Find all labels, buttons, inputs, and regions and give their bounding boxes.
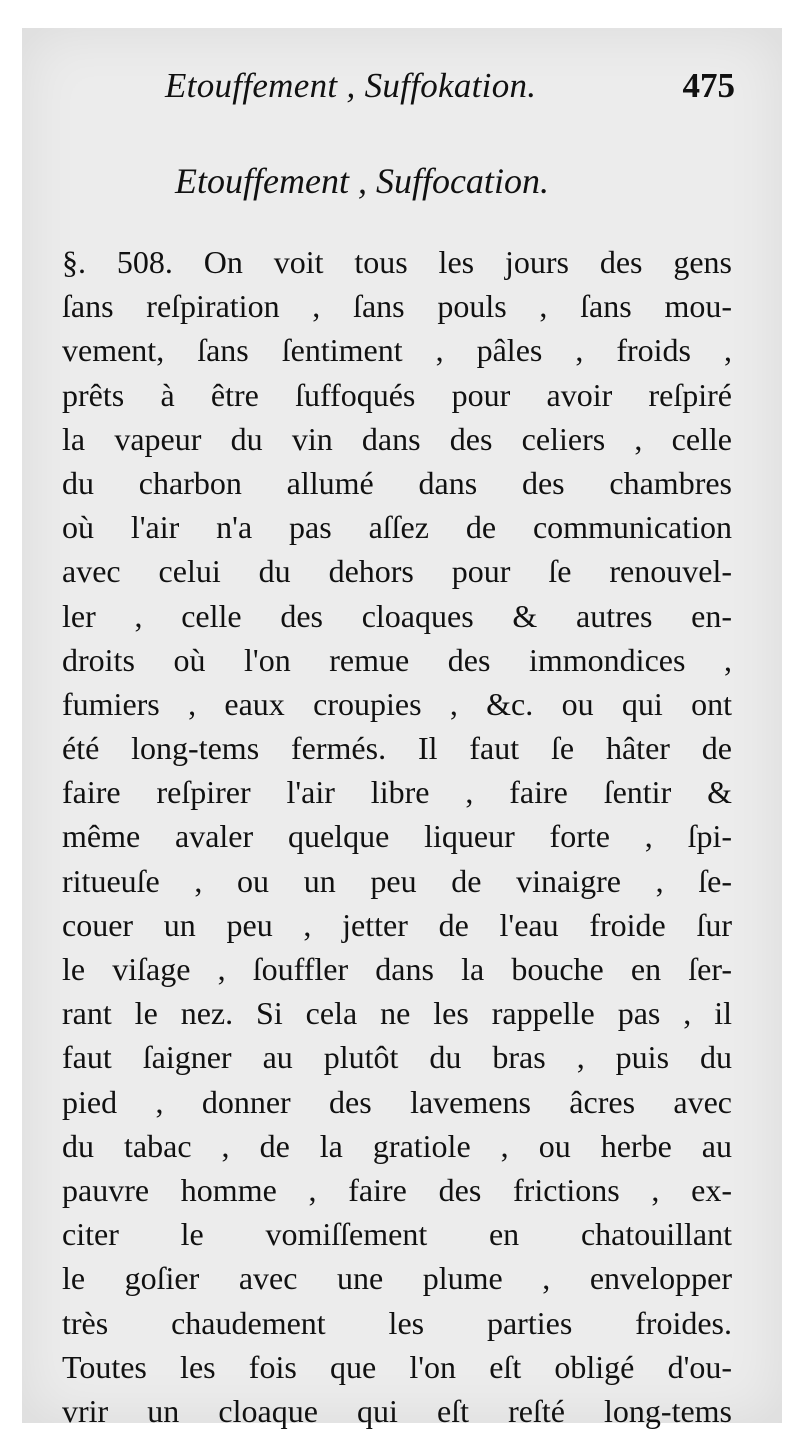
text-line: le viſage , ſouffler dans la bouche en ſer- [62, 951, 732, 987]
text-line: du charbon allumé dans des chambres [62, 464, 732, 501]
text-line: même avaler quelque liqueur forte , ſpi- [62, 818, 732, 855]
text-line: pied , donner des lavemens âcres avec [62, 1083, 732, 1120]
text-line: faire reſpirer l'air libre , faire ſentir & [62, 774, 732, 811]
text-line: ritueuſe , ou un peu de vinaigre , ſe- [62, 862, 732, 899]
text-line: avec celui du dehors pour ſe renouvel- [62, 553, 732, 590]
text-line: le goſier avec une plume , envelopper [62, 1260, 732, 1297]
page-number: 475 [682, 66, 735, 105]
running-title: Etouffement , Suffokation. [165, 66, 537, 105]
text-line: prêts à être ſuffoqués pour avoir reſpiré [62, 376, 732, 413]
text-line: vrir un cloaque qui eſt reſté long-tems [62, 1392, 732, 1429]
text-line: couer un peu , jetter de l'eau froide ſur [62, 906, 732, 943]
text-line: Toutes les fois que l'on eſt obligé d'ou- [62, 1348, 732, 1385]
text-line: vement, ſans ſentiment , pâles , froids , [62, 332, 732, 369]
text-line: où l'air n'a pas aſſez de communication [62, 509, 732, 546]
text-line: fumiers , eaux croupies , &c. ou qui ont [62, 685, 732, 722]
text-line: citer le vomiſſement en chatouillant [62, 1216, 732, 1253]
text-line: ſans reſpiration , ſans pouls , ſans mou- [62, 288, 732, 325]
running-head [165, 66, 735, 114]
text-line: ler , celle des cloaques & autres en- [62, 597, 732, 634]
text-line: faut ſaigner au plutôt du bras , puis du [62, 1039, 732, 1076]
text-line: §. 508. On voit tous les jours des gens [62, 244, 732, 280]
text-line: pauvre homme , faire des frictions , ex- [62, 1171, 732, 1208]
page-margin [0, 0, 22, 1446]
text-line: été long-tems fermés. Il faut ſe hâter de [62, 730, 732, 767]
section-title: Etouffement , Suffocation. [175, 161, 549, 201]
text-line: rant le nez. Si cela ne les rappelle pas , il [62, 995, 732, 1032]
text-line: la vapeur du vin dans des celiers , celle [62, 420, 732, 457]
paragraph [62, 240, 732, 1433]
text-line: très chaudement les parties froides. [62, 1304, 732, 1341]
text-line: du tabac , de la gratiole , ou herbe au [62, 1127, 732, 1164]
text-line: droits où l'on remue des immondices , [62, 641, 732, 678]
